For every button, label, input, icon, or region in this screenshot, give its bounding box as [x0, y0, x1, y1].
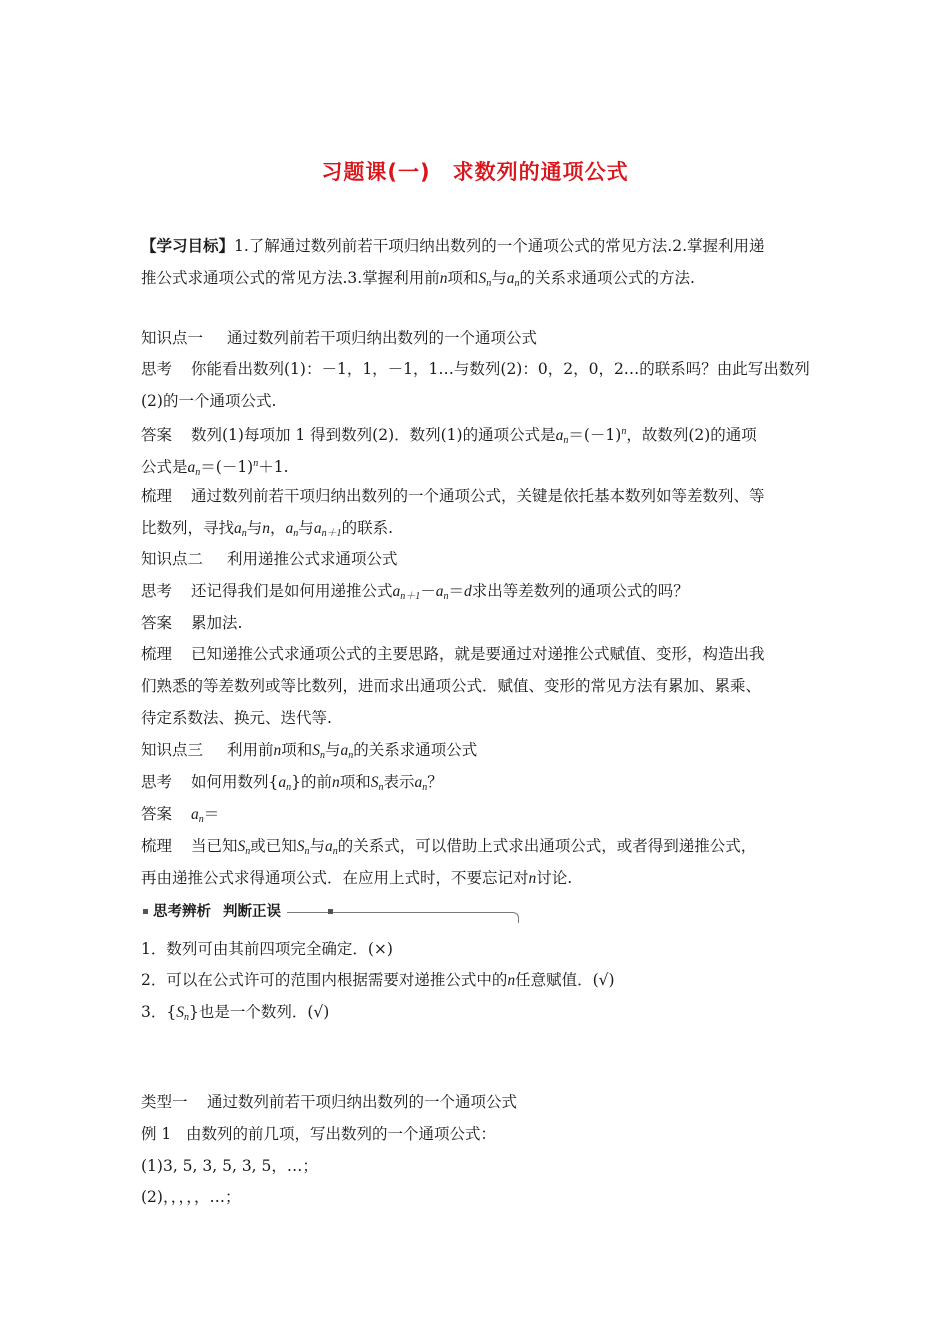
judge-item-2: 2．可以在公式许可的范围内根据需要对递推公式中的n任意赋值．(√)	[141, 971, 615, 989]
title-topic: 求数列的通项公式	[452, 160, 629, 184]
goals-line-2: 推公式求通项公式的常见方法.3.掌握利用前n项和$S_n$与$a_n$的关系求通项公式的方法.	[141, 269, 695, 289]
k3-think-line: 思考 如何用数列$\{a_n\}$的前n项和$S_n$表示$a_n$？	[141, 773, 443, 793]
k1-answer-line-1: 答案 数列(1)每项加 1 得到数列(2)．数列(1)的通项公式是$a_n=(-1)^n$，故数列(2)的通项	[141, 426, 757, 446]
judge-item-3: 3．$\{S_n\}$也是一个数列．(√)	[141, 1003, 330, 1023]
k3-summary-line-2: 再由递推公式求得通项公式．在应用上式时，不要忘记对n讨论.	[141, 869, 573, 887]
box-marker-right	[328, 909, 333, 914]
k3-summary-line-1: 梳理 当已知$S_n$或已知$S_n$与$a_n$的关系式，可以借助上式求出通项公式，或者得到递推公式，	[141, 837, 757, 857]
page-title	[0, 156, 950, 186]
goals-line-1: 【学习目标】1.了解通过数列前若干项归纳出数列的一个通项公式的常见方法.2.掌握利用递	[141, 236, 765, 255]
title-lesson: 习题课(一)	[321, 160, 431, 184]
goals-tag: 【学习目标】	[141, 236, 235, 255]
k2-summary-line-3: 待定系数法、换元、迭代等.	[141, 709, 332, 727]
k2-heading: 知识点二 利用递推公式求通项公式	[141, 550, 398, 568]
judge-item-1: 1．数列可由其前四项完全确定．(×)	[141, 940, 393, 958]
k2-summary-line-2: 们熟悉的等差数列或等比数列，进而求出通项公式．赋值、变形的常见方法有累加、累乘、	[141, 677, 762, 695]
k2-think-line: 思考 还记得我们是如何用递推公式$a_{n+1}-a_n=d$求出等差数列的通项公式的吗？	[141, 582, 689, 602]
k1-think-line-1: 思考 你能看出数列(1)：－1，1，－1，1…与数列(2)：0，2，0，2…的联系吗？由此写出数列	[141, 360, 810, 378]
box-title: 思考辨析 判断正误	[147, 902, 287, 922]
practice-box-header	[141, 904, 520, 924]
k1-heading: 知识点一 通过数列前若干项归纳出数列的一个通项公式	[141, 329, 538, 347]
type1-heading: 类型一 通过数列前若干项归纳出数列的一个通项公式	[141, 1093, 518, 1111]
k1-answer-line-2: 公式是$a_n=(-1)^n+1$.	[141, 458, 289, 478]
box-marker-left	[143, 909, 148, 914]
k2-answer-line: 答案 累加法.	[141, 614, 243, 632]
k1-think-line-2: (2)的一个通项公式.	[141, 392, 277, 410]
example-1-line: 例 1 由数列的前几项，写出数列的一个通项公式：	[141, 1125, 497, 1143]
k1-summary-line-2: 比数列，寻找$a_n$与n，$a_n$与$a_{n+1}$的联系.	[141, 519, 393, 539]
k2-summary-line-1: 梳理 已知递推公式求通项公式的主要思路，就是要通过对递推公式赋值、变形，构造出我	[141, 645, 765, 663]
example-1-part-1: (1)3, 5, 3, 5, 3, 5，…；	[141, 1157, 318, 1175]
example-1-part-2: (2)，，，，，…；	[141, 1188, 241, 1206]
k1-summary-line-1: 梳理 通过数列前若干项归纳出数列的一个通项公式，关键是依托基本数列如等差数列、等	[141, 487, 765, 505]
k3-heading: 知识点三 利用前n项和$S_n$与$a_n$的关系求通项公式	[141, 741, 478, 761]
k3-answer-line: 答案 $a_n=$	[141, 805, 220, 825]
